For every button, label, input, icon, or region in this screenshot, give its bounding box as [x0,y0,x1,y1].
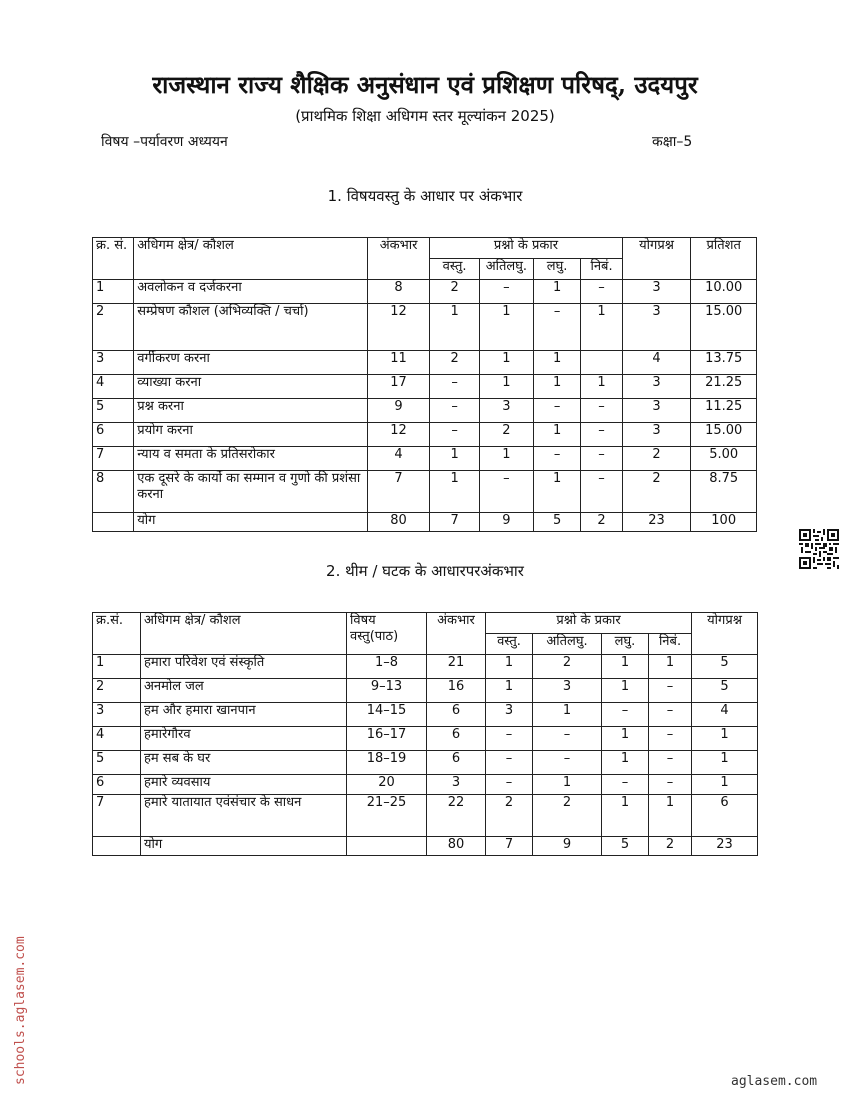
row-sno: 2 [93,679,141,703]
header-area: अधिगम क्षेत्र/ कौशल [141,613,347,655]
row-nibandh: 1 [649,795,692,837]
row-marks: 4 [367,447,429,471]
row-total: 4 [692,703,758,727]
row-percent: 21.25 [691,375,757,399]
row-vastu: – [430,423,480,447]
row-area: हमारेगौरव [141,727,347,751]
row-vastu: 1 [430,447,480,471]
row-percent: 5.00 [691,447,757,471]
row-content: 14–15 [347,703,427,727]
side-watermark: schools.aglasem.com [13,936,28,1085]
total-laghu: 5 [533,513,581,532]
row-total: 4 [622,351,691,375]
row-laghu: 1 [533,280,581,304]
qr-code-icon[interactable] [799,529,839,569]
table-row [93,679,758,703]
row-content: 9–13 [347,679,427,703]
row-nibandh: – [581,471,622,513]
total-atilaghu: 9 [479,513,533,532]
row-laghu: – [533,304,581,351]
row-area: वर्गीकरण करना [134,351,368,375]
row-sno: 3 [93,703,141,727]
row-marks: 12 [367,304,429,351]
row-marks: 8 [367,280,429,304]
header-total-questions: योगप्रश्न [622,238,691,280]
row-sno: 6 [93,423,134,447]
row-total: 3 [622,280,691,304]
row-marks: 9 [367,399,429,423]
row-content: 20 [347,775,427,795]
row-vastu: 1 [430,304,480,351]
brand-watermark: aglasem.com [731,1074,818,1089]
row-laghu: 1 [602,751,649,775]
table-row [93,423,757,447]
row-vastu: 1 [486,679,533,703]
row-nibandh: – [581,280,622,304]
row-marks: 16 [427,679,486,703]
total-content [347,837,427,856]
row-total: 6 [692,795,758,837]
row-laghu: 1 [533,471,581,513]
row-laghu: 1 [533,423,581,447]
row-atilaghu: – [479,471,533,513]
row-sno: 5 [93,399,134,423]
row-atilaghu: 1 [479,351,533,375]
table-row [93,775,758,795]
row-sno: 7 [93,447,134,471]
total-nibandh: 2 [581,513,622,532]
row-vastu: 1 [486,655,533,679]
table-row [93,471,757,513]
row-total: 3 [622,375,691,399]
row-nibandh: – [581,447,622,471]
row-total: 5 [692,679,758,703]
row-atilaghu: 3 [533,679,602,703]
row-nibandh: – [649,727,692,751]
row-area: एक दूसरे के कार्यो का सम्मान व गुणो की प्रशंसा करना [134,471,368,513]
row-total: 5 [692,655,758,679]
row-laghu: – [602,775,649,795]
row-percent: 11.25 [691,399,757,423]
header-atilaghu: अतिलघु. [533,634,602,655]
header-percent: प्रतिशत [691,238,757,280]
row-atilaghu: 2 [533,795,602,837]
header-question-types: प्रश्नो के प्रकार [486,613,692,634]
header-laghu: लघु. [602,634,649,655]
row-nibandh: 1 [581,304,622,351]
row-area: हमारे व्यवसाय [141,775,347,795]
row-percent: 13.75 [691,351,757,375]
row-total: 2 [622,471,691,513]
row-marks: 6 [427,751,486,775]
row-atilaghu: 1 [479,375,533,399]
table-row [93,727,758,751]
table-row [93,375,757,399]
total-total: 23 [622,513,691,532]
row-total: 3 [622,304,691,351]
row-sno: 6 [93,775,141,795]
total-laghu: 5 [602,837,649,856]
total-row [93,513,757,532]
total-vastu: 7 [430,513,480,532]
row-area: हम और हमारा खानपान [141,703,347,727]
table-row [93,304,757,351]
row-area: अवलोकन व दर्जकरना [134,280,368,304]
row-atilaghu: 3 [479,399,533,423]
row-laghu: 1 [602,727,649,751]
row-sno: 7 [93,795,141,837]
row-total: 3 [622,399,691,423]
row-sno: 4 [93,727,141,751]
row-sno: 1 [93,280,134,304]
header-content: विषय वस्तु(पाठ) [347,613,427,655]
header-nibandh: निबं. [649,634,692,655]
header-laghu: लघु. [533,259,581,280]
header-marks: अंकभार [427,613,486,655]
row-marks: 12 [367,423,429,447]
page-title: राजस्थान राज्य शैक्षिक अनुसंधान एवं प्रशिक्षण परिषद्, उदयपुर [152,70,698,99]
row-vastu: 2 [430,351,480,375]
row-area: हम सब के घर [141,751,347,775]
row-area: न्याय व समता के प्रतिसरोकार [134,447,368,471]
row-laghu: 1 [602,655,649,679]
row-total: 1 [692,751,758,775]
row-sno: 3 [93,351,134,375]
row-laghu: – [533,399,581,423]
row-area: सम्प्रेषण कौशल (अभिव्यक्ति / चर्चा) [134,304,368,351]
header-marks: अंकभार [367,238,429,280]
row-content: 21–25 [347,795,427,837]
row-area: प्रश्न करना [134,399,368,423]
row-content: 16–17 [347,727,427,751]
total-nibandh: 2 [649,837,692,856]
header-sno: क्र.सं. [93,613,141,655]
table-row [93,751,758,775]
row-total: 1 [692,775,758,795]
row-nibandh: 1 [581,375,622,399]
row-marks: 21 [427,655,486,679]
total-label: योग [134,513,368,532]
row-nibandh [581,351,622,375]
row-vastu: 3 [486,703,533,727]
row-atilaghu: 1 [479,447,533,471]
row-atilaghu: 1 [479,304,533,351]
row-atilaghu: 1 [533,775,602,795]
row-percent: 10.00 [691,280,757,304]
header-vastu: वस्तु. [430,259,480,280]
table1-heading: 1. विषयवस्तु के आधार पर अंकभार [327,187,523,205]
row-laghu: 1 [533,351,581,375]
row-vastu: – [430,399,480,423]
row-marks: 22 [427,795,486,837]
row-vastu: 2 [486,795,533,837]
row-atilaghu: – [479,280,533,304]
row-content: 18–19 [347,751,427,775]
table-row [93,399,757,423]
row-vastu: 1 [430,471,480,513]
class-label: कक्षा–5 [652,134,693,150]
row-sno: 5 [93,751,141,775]
row-vastu: – [486,775,533,795]
row-atilaghu: 2 [533,655,602,679]
row-marks: 17 [367,375,429,399]
row-laghu: 1 [602,679,649,703]
table-row [93,655,758,679]
weightage-by-content-table [92,237,757,532]
row-nibandh: 1 [649,655,692,679]
row-sno: 1 [93,655,141,679]
row-laghu: 1 [602,795,649,837]
table2-heading: 2. थीम / घटक के आधारपरअंकभार [326,562,524,580]
row-marks: 11 [367,351,429,375]
row-area: व्याख्या करना [134,375,368,399]
total-total: 23 [692,837,758,856]
total-label: योग [141,837,347,856]
row-area: प्रयोग करना [134,423,368,447]
row-vastu: 2 [430,280,480,304]
row-nibandh: – [649,703,692,727]
row-nibandh: – [649,679,692,703]
row-marks: 3 [427,775,486,795]
row-vastu: – [486,751,533,775]
total-row-blank [93,837,141,856]
weightage-by-theme-table [92,612,758,856]
total-row-blank [93,513,134,532]
table-row [93,795,758,837]
row-nibandh: – [649,775,692,795]
row-percent: 15.00 [691,423,757,447]
row-marks: 6 [427,703,486,727]
row-area: हमारा परिवेश एवं संस्कृति [141,655,347,679]
table-row [93,351,757,375]
total-vastu: 7 [486,837,533,856]
row-area: हमारे यातायात एवंसंचार के साधन [141,795,347,837]
header-area: अधिगम क्षेत्र/ कौशल [134,238,368,280]
subject-label: विषय –पर्यावरण अध्ययन [101,134,228,150]
row-sno: 8 [93,471,134,513]
row-marks: 6 [427,727,486,751]
row-area: अनमोल जल [141,679,347,703]
row-laghu: – [533,447,581,471]
total-marks: 80 [427,837,486,856]
row-percent: 8.75 [691,471,757,513]
row-total: 2 [622,447,691,471]
row-atilaghu: – [533,727,602,751]
row-marks: 7 [367,471,429,513]
header-atilaghu: अतिलघु. [479,259,533,280]
row-nibandh: – [581,423,622,447]
row-vastu: – [486,727,533,751]
row-atilaghu: 1 [533,703,602,727]
total-row [93,837,758,856]
table-row [93,280,757,304]
header-sno: क्र. सं. [93,238,134,280]
table-row [93,447,757,471]
row-percent: 15.00 [691,304,757,351]
page-subtitle: (प्राथमिक शिक्षा अधिगम स्तर मूल्यांकन 2025) [295,107,555,125]
row-nibandh: – [581,399,622,423]
total-atilaghu: 9 [533,837,602,856]
row-nibandh: – [649,751,692,775]
total-percent: 100 [691,513,757,532]
header-nibandh: निबं. [581,259,622,280]
header-total-questions: योगप्रश्न [692,613,758,655]
row-sno: 2 [93,304,134,351]
row-atilaghu: 2 [479,423,533,447]
row-total: 3 [622,423,691,447]
row-content: 1–8 [347,655,427,679]
total-marks: 80 [367,513,429,532]
header-question-types: प्रश्नो के प्रकार [430,238,622,259]
row-sno: 4 [93,375,134,399]
row-vastu: – [430,375,480,399]
table-row [93,703,758,727]
row-laghu: 1 [533,375,581,399]
row-atilaghu: – [533,751,602,775]
header-vastu: वस्तु. [486,634,533,655]
row-laghu: – [602,703,649,727]
row-total: 1 [692,727,758,751]
